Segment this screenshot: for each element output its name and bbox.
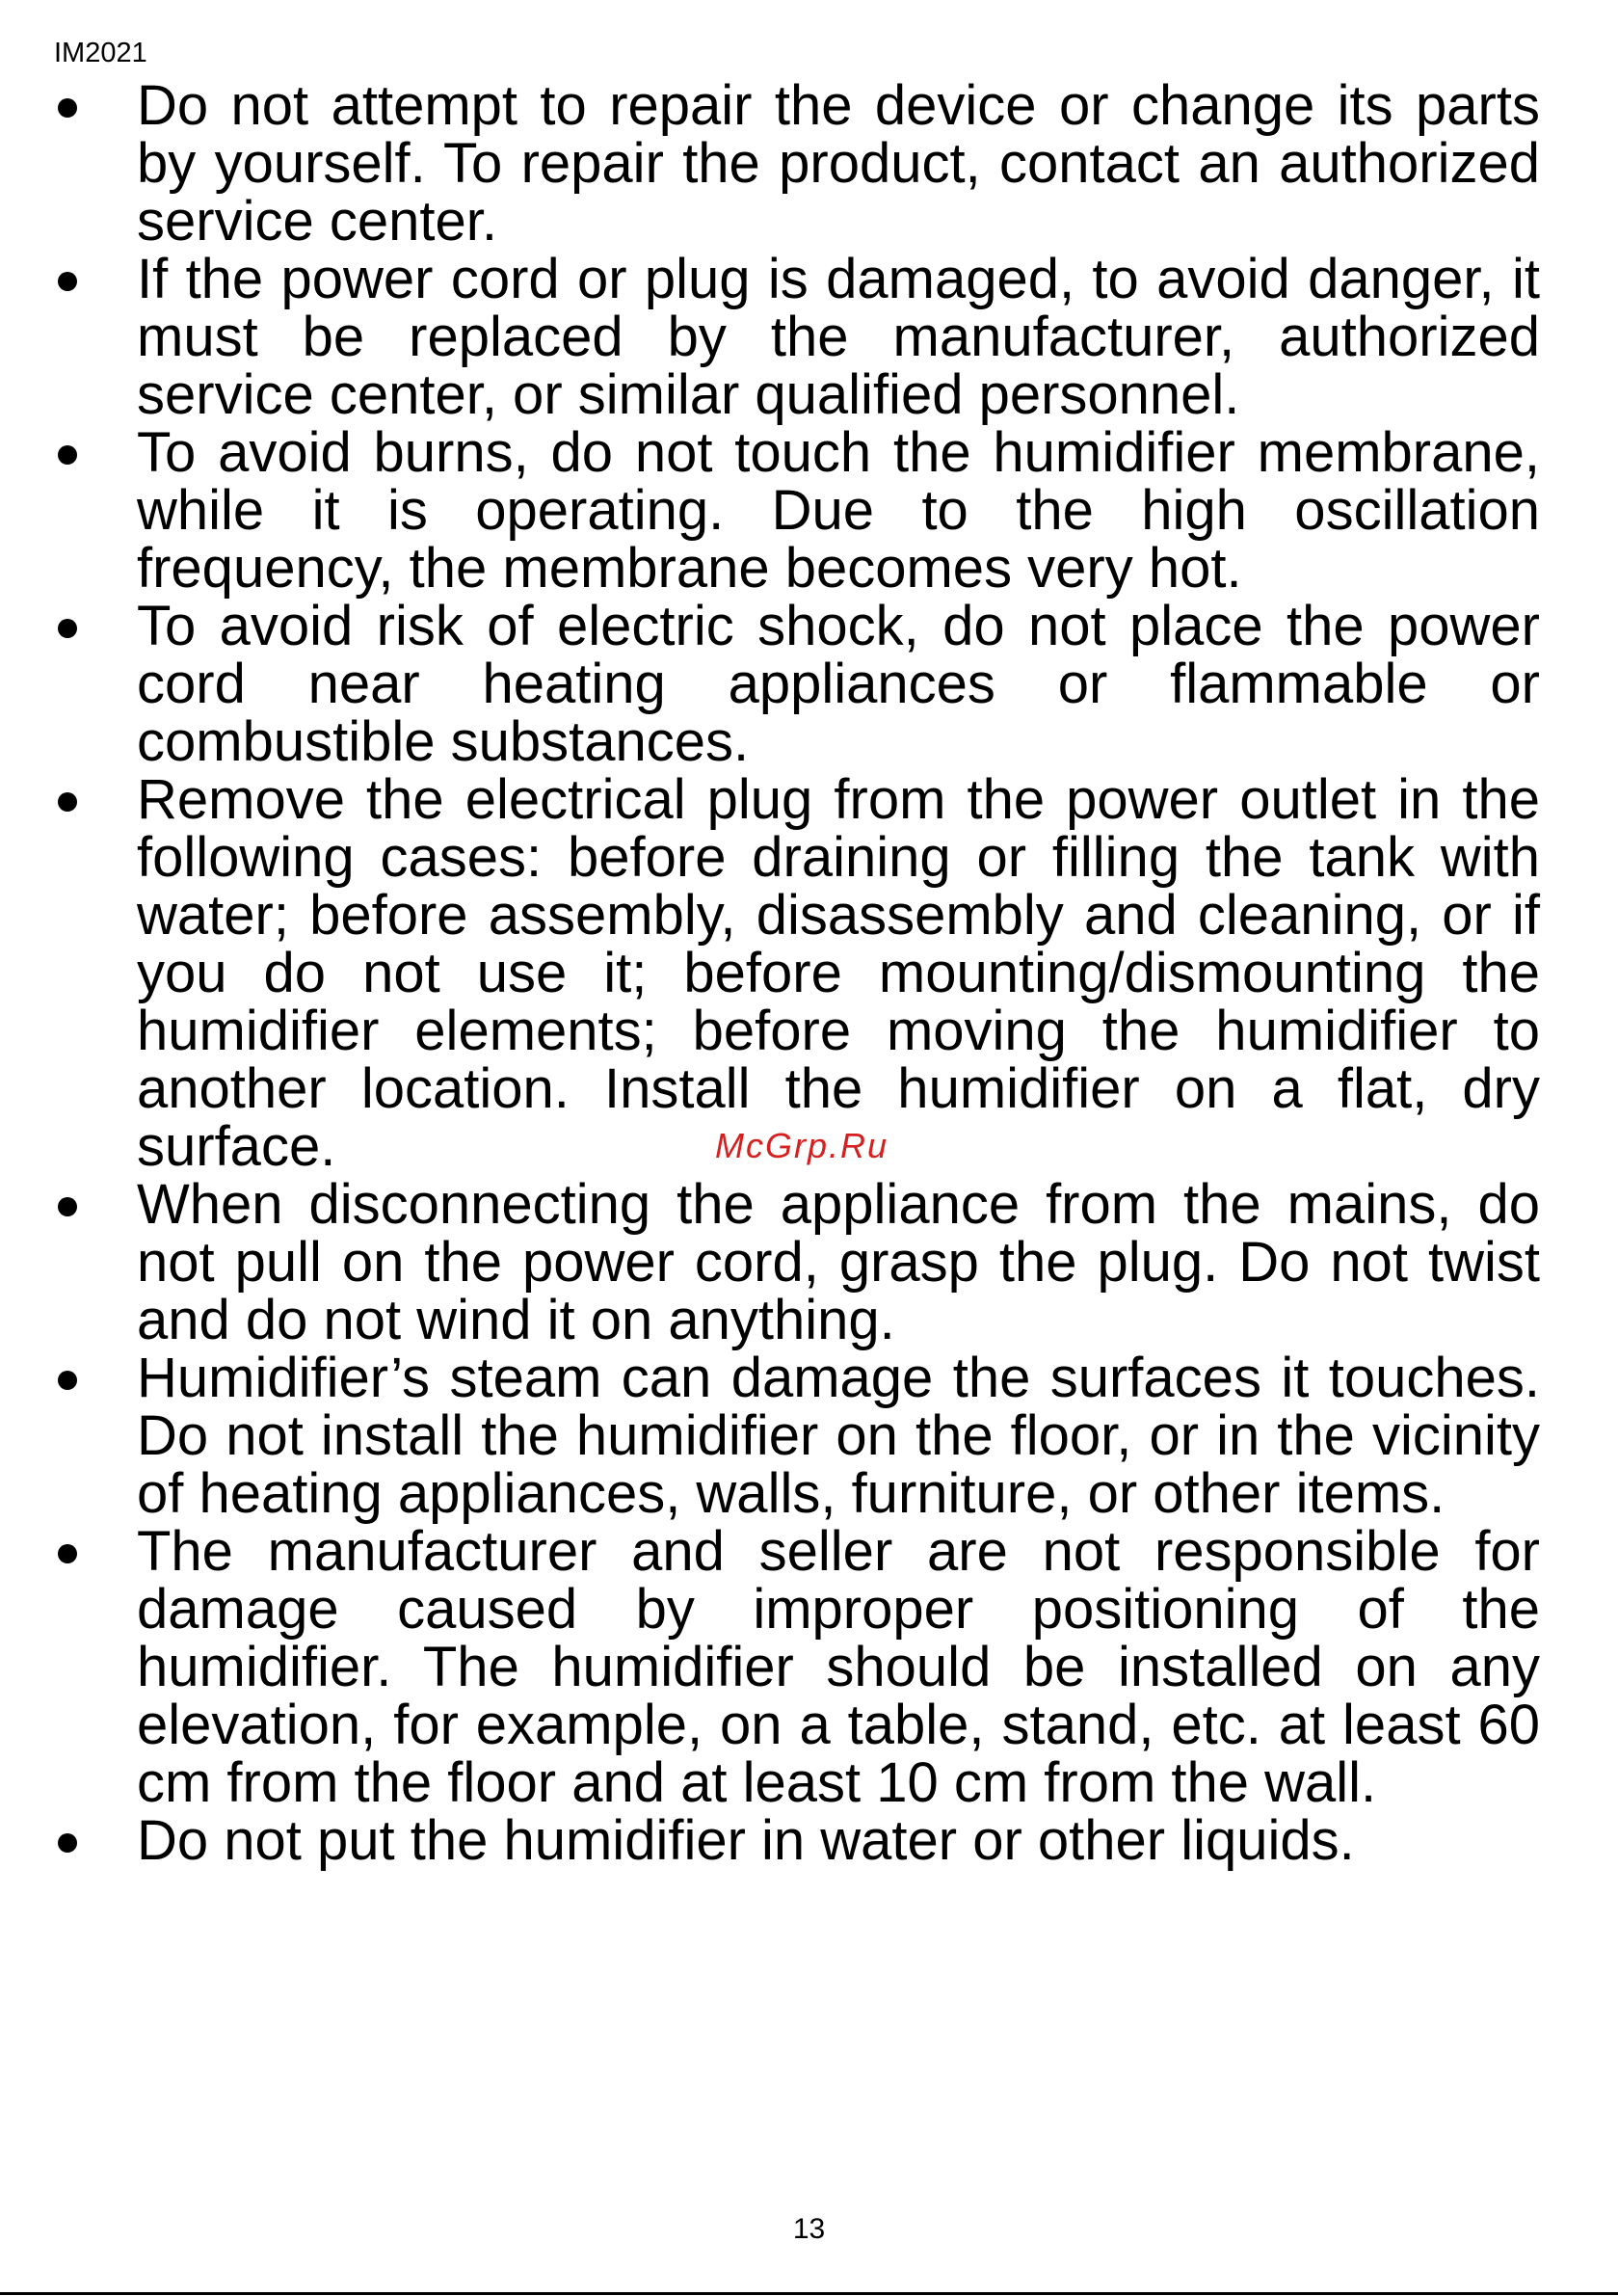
bottom-divider (0, 2292, 1618, 2295)
safety-bullet-list (0, 74, 1618, 1872)
bullet-icon (58, 1371, 77, 1390)
model-code: IM2021 (54, 38, 147, 68)
bullet-icon (58, 272, 77, 291)
page-number: 13 (792, 2213, 826, 2245)
bullet-text: When disconnecting the appliance from the mains, do not pull on the power cord, grasp the plug. Do not twist and do not wind it on anything. (137, 1173, 1540, 1351)
bullet-text: To avoid risk of electric shock, do not place the power cord near heating appliances or flammable or combustible substances. (137, 595, 1540, 773)
watermark: McGrp.Ru (715, 1126, 889, 1165)
bullet-text: Do not attempt to repair the device or change its parts by yourself. To repair the product, contact an authorized service center. (137, 74, 1540, 253)
bullet-text: Humidifier’s steam can damage the surfaces it touches. Do not install the humidifier on the floor, or in the vicinity of heating appliances, walls, furniture, or other items. (137, 1347, 1540, 1525)
bullet-item-repair (0, 74, 1618, 253)
bullet-text: If the power cord or plug is damaged, to avoid danger, it must be replaced by the manufacturer, authorized service center, or similar qualified personnel. (137, 248, 1540, 426)
bullet-item-electric-shock (0, 595, 1618, 773)
bullet-item-liquids (0, 1809, 1618, 1872)
bullet-icon (58, 98, 77, 118)
bullet-item-remove-plug (0, 768, 1618, 1178)
bullet-icon (58, 1197, 77, 1216)
bullet-icon (58, 445, 77, 465)
bullet-item-burns (0, 421, 1618, 600)
bullet-item-steam-damage (0, 1349, 1618, 1523)
bullet-text: To avoid burns, do not touch the humidifier membrane, while it is operating. Due to the high oscillation frequency, the membrane becomes very hot. (137, 421, 1540, 600)
bullet-text: Do not put the humidifier in water or other liquids. (137, 1809, 1355, 1872)
bullet-icon (58, 1833, 77, 1853)
bullet-item-disconnecting (0, 1173, 1618, 1351)
bullet-text: Remove the electrical plug from the power outlet in the following cases: before draining or filling the tank with water; before assembly, disassembly and cleaning, or if you do not use it; before mounting/dismounting the humidifier elements; before moving the humidifier to another location. Install the humidifier on a flat, dry surface. (137, 768, 1540, 1178)
bullet-icon (58, 619, 77, 638)
bullet-icon (58, 792, 77, 812)
bullet-icon (58, 1544, 77, 1563)
bullet-text: The manufacturer and seller are not responsible for damage caused by improper positioning of the humidifier. The humidifier should be installed on any elevation, for example, on a table, stand, etc. at least 60 cm from the floor and at least 10 cm from the wall. (137, 1520, 1540, 1814)
bullet-item-positioning (0, 1520, 1618, 1814)
bullet-item-power-cord-damage (0, 248, 1618, 426)
